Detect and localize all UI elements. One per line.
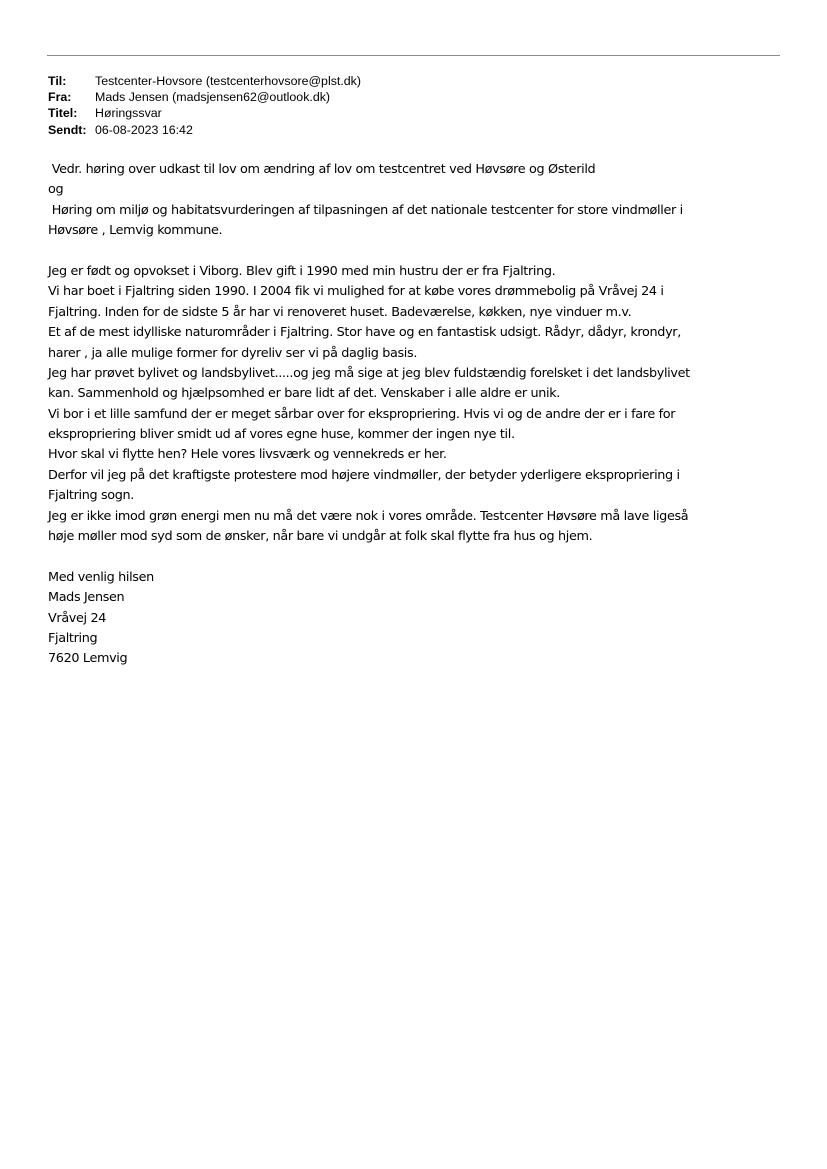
body-line: Vi bor i et lille samfund der er meget sårbar over for ekspropriering. Hvis vi og de andre der er i fare for [48, 406, 676, 422]
body-line: Jeg har prøvet bylivet og landsbylivet.....og jeg må sige at jeg blev fuldstændig forelsket i det landsbylivet [48, 365, 690, 381]
email-header [48, 73, 361, 138]
body-line: Et af de mest idylliske naturområder i Fjaltring. Stor have og en fantastisk udsigt. Rådyr, dådyr, krondyr, [48, 325, 681, 341]
body-line: Fjaltring sogn. [48, 488, 134, 504]
to-value: Testcenter-Hovsore (testcenterhovsore@plst.dk) [95, 74, 361, 88]
signature-name: Mads Jensen [48, 590, 125, 606]
email-body [48, 160, 770, 670]
header-divider [47, 55, 780, 56]
signature-postcode: 7620 Lemvig [48, 651, 128, 667]
signature-street: Vråvej 24 [48, 610, 107, 626]
body-line: Hvor skal vi flytte hen? Hele vores livsværk og vennekreds er her. [48, 447, 447, 463]
sent-row [48, 122, 361, 138]
intro-line: og [48, 182, 64, 198]
signature-town: Fjaltring [48, 630, 98, 646]
from-label: Fra: [48, 90, 72, 105]
to-label: Til: [48, 74, 67, 88]
body-line: høje møller mod syd som de ønsker, når bare vi undgår at folk skal flytte fra hus og hjem. [48, 529, 593, 545]
body-line: harer , ja alle mulige former for dyreliv ser vi på daglig basis. [48, 345, 418, 361]
paragraph-spacer [48, 242, 770, 262]
paragraph-spacer [48, 547, 770, 567]
intro-line: Høring om miljø og habitatsvurderingen af tilpasningen af det nationale testcenter for store vindmøller i [48, 202, 683, 218]
subject-label: Titel: [48, 106, 78, 121]
subject-row [48, 105, 361, 121]
intro-line: Høvsøre , Lemvig kommune. [48, 223, 223, 239]
from-value: Mads Jensen (madsjensen62@outlook.dk) [95, 90, 331, 105]
sent-value: 06-08-2023 16:42 [95, 122, 193, 137]
intro-line: Vedr. høring over udkast til lov om ændring af lov om testcentret ved Høvsøre og Østerild [48, 162, 596, 177]
body-line: Vi har boet i Fjaltring siden 1990. I 2004 fik vi mulighed for at købe vores drømmebolig på Vråvej 24 i [48, 284, 664, 300]
body-line: Jeg er født og opvokset i Viborg. Blev gift i 1990 med min hustru der er fra Fjaltring. [48, 263, 556, 279]
subject-value: Høringssvar [95, 106, 162, 121]
body-line: Jeg er ikke imod grøn energi men nu må det være nok i vores område. Testcenter Høvsøre må lave ligeså [48, 508, 689, 524]
from-row [48, 89, 361, 105]
signature-line: Med venlig hilsen [48, 569, 154, 585]
sent-label: Sendt: [48, 122, 87, 137]
body-line: Derfor vil jeg på det kraftigste protestere mod højere vindmøller, der betyder yderligere ekspropriering i [48, 467, 680, 483]
to-row [48, 73, 361, 89]
body-line: Fjaltring. Inden for de sidste 5 år har vi renoveret huset. Badeværelse, køkken, nye vinduer m.v. [48, 304, 632, 320]
body-line: ekspropriering bliver smidt ud af vores egne huse, kommer der ingen nye til. [48, 427, 515, 443]
body-line: kan. Sammenhold og hjælpsomhed er bare lidt af det. Venskaber i alle aldre er unik. [48, 386, 561, 402]
